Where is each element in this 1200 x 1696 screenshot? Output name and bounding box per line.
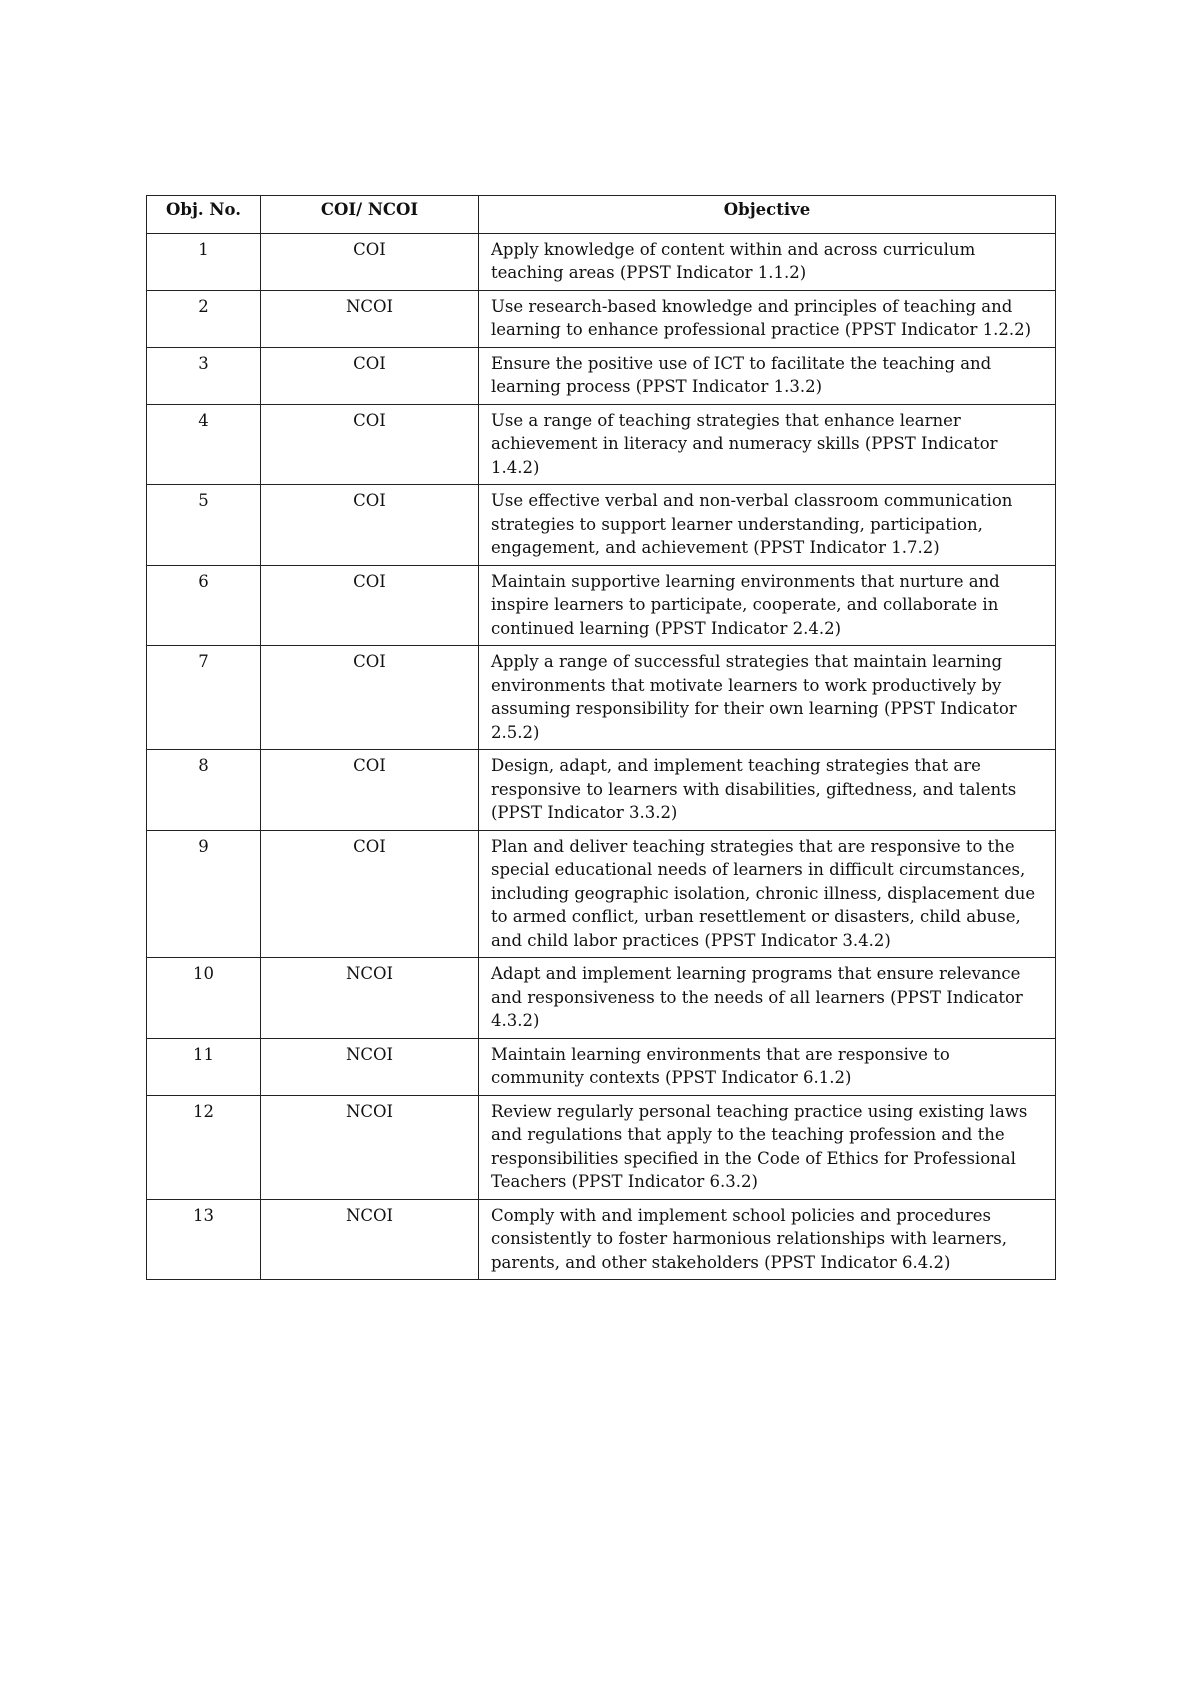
table-row xyxy=(147,347,1056,404)
coi-ncoi-cell: COI xyxy=(261,750,479,831)
header-coi-ncoi: COI/ NCOI xyxy=(261,196,479,234)
coi-ncoi-cell: NCOI xyxy=(261,1199,479,1280)
table-row xyxy=(147,404,1056,485)
obj-no-cell: 3 xyxy=(147,347,261,404)
obj-no-cell: 4 xyxy=(147,404,261,485)
table-row xyxy=(147,1095,1056,1199)
table-row xyxy=(147,290,1056,347)
obj-no-cell: 7 xyxy=(147,646,261,750)
obj-no-cell: 11 xyxy=(147,1038,261,1095)
obj-no-cell: 8 xyxy=(147,750,261,831)
obj-no-cell: 10 xyxy=(147,958,261,1039)
table-body xyxy=(147,233,1056,1280)
objective-cell: Plan and deliver teaching strategies that are responsive to the special educational needs of learners in difficult circumstances, including geographic isolation, chronic illness, displacement due to armed conflict, urban resettlement or disasters, child abuse, and child labor practices (PPST Indicator 3.4.2) xyxy=(479,830,1056,958)
table-row xyxy=(147,646,1056,750)
coi-ncoi-cell: COI xyxy=(261,485,479,566)
objective-cell: Apply a range of successful strategies that maintain learning environments that motivate learners to work productively by assuming responsibility for their own learning (PPST Indicator 2.5.2) xyxy=(479,646,1056,750)
obj-no-cell: 12 xyxy=(147,1095,261,1199)
coi-ncoi-cell: NCOI xyxy=(261,290,479,347)
objective-cell: Review regularly personal teaching practice using existing laws and regulations that apply to the teaching profession and the responsibilities specified in the Code of Ethics for Professional Teachers (PPST Indicator 6.3.2) xyxy=(479,1095,1056,1199)
obj-no-cell: 6 xyxy=(147,565,261,646)
table-header-row xyxy=(147,196,1056,234)
table-row xyxy=(147,1199,1056,1280)
table-row xyxy=(147,565,1056,646)
objective-cell: Maintain learning environments that are responsive to community contexts (PPST Indicator 6.1.2) xyxy=(479,1038,1056,1095)
table-row xyxy=(147,830,1056,958)
objective-cell: Adapt and implement learning programs that ensure relevance and responsiveness to the needs of all learners (PPST Indicator 4.3.2) xyxy=(479,958,1056,1039)
table-row xyxy=(147,485,1056,566)
coi-ncoi-cell: COI xyxy=(261,830,479,958)
coi-ncoi-cell: COI xyxy=(261,347,479,404)
coi-ncoi-cell: COI xyxy=(261,646,479,750)
coi-ncoi-cell: NCOI xyxy=(261,958,479,1039)
table-row xyxy=(147,750,1056,831)
objective-cell: Ensure the positive use of ICT to facilitate the teaching and learning process (PPST Indicator 1.3.2) xyxy=(479,347,1056,404)
header-obj-no: Obj. No. xyxy=(147,196,261,234)
obj-no-cell: 9 xyxy=(147,830,261,958)
objective-cell: Design, adapt, and implement teaching strategies that are responsive to learners with disabilities, giftedness, and talents (PPST Indicator 3.3.2) xyxy=(479,750,1056,831)
table-row xyxy=(147,958,1056,1039)
objective-cell: Apply knowledge of content within and across curriculum teaching areas (PPST Indicator 1.1.2) xyxy=(479,233,1056,290)
obj-no-cell: 13 xyxy=(147,1199,261,1280)
obj-no-cell: 5 xyxy=(147,485,261,566)
objective-cell: Use research-based knowledge and principles of teaching and learning to enhance professional practice (PPST Indicator 1.2.2) xyxy=(479,290,1056,347)
obj-no-cell: 1 xyxy=(147,233,261,290)
objective-cell: Use effective verbal and non-verbal classroom communication strategies to support learner understanding, participation, engagement, and achievement (PPST Indicator 1.7.2) xyxy=(479,485,1056,566)
table-row xyxy=(147,233,1056,290)
table-row xyxy=(147,1038,1056,1095)
coi-ncoi-cell: NCOI xyxy=(261,1038,479,1095)
objective-cell: Maintain supportive learning environments that nurture and inspire learners to participate, cooperate, and collaborate in continued learning (PPST Indicator 2.4.2) xyxy=(479,565,1056,646)
coi-ncoi-cell: COI xyxy=(261,404,479,485)
coi-ncoi-cell: COI xyxy=(261,233,479,290)
objective-cell: Comply with and implement school policies and procedures consistently to foster harmonious relationships with learners, parents, and other stakeholders (PPST Indicator 6.4.2) xyxy=(479,1199,1056,1280)
coi-ncoi-cell: NCOI xyxy=(261,1095,479,1199)
objective-cell: Use a range of teaching strategies that enhance learner achievement in literacy and numeracy skills (PPST Indicator 1.4.2) xyxy=(479,404,1056,485)
coi-ncoi-cell: COI xyxy=(261,565,479,646)
objectives-table xyxy=(146,195,1056,1280)
header-objective: Objective xyxy=(479,196,1056,234)
obj-no-cell: 2 xyxy=(147,290,261,347)
